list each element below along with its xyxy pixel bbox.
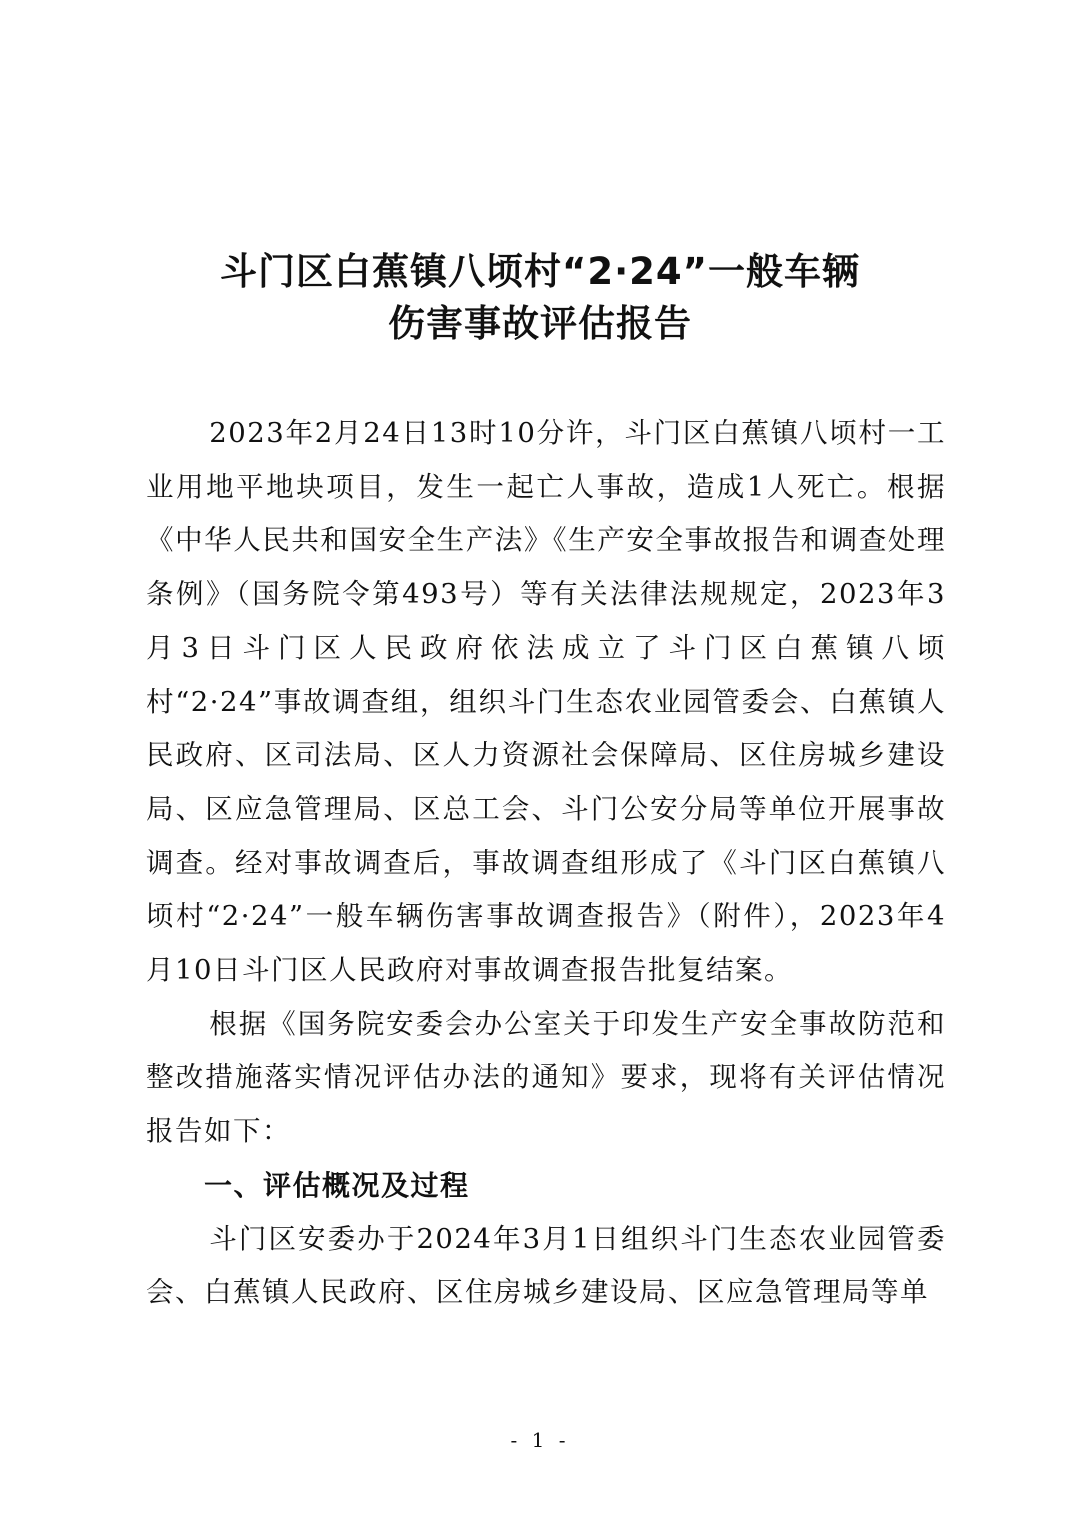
page-number: - 1 -: [510, 1428, 570, 1452]
section-heading-evaluation-overview: 一、评估概况及过程: [204, 1168, 470, 1202]
document-title-line-1: 斗门区白蕉镇八顷村“2·24”一般车辆: [220, 250, 860, 293]
document-body: [146, 407, 946, 1320]
document-title-line-2: 伤害事故评估报告: [388, 302, 692, 345]
paragraph-report-basis: 根据《国务院安委会办公室关于印发生产安全事故防范和整改措施落实情况评估办法的通知》要求，现将有关评估情况报告如下：: [146, 1007, 946, 1148]
paragraph-incident-summary: 2023年2月24日13时10分许，斗门区白蕉镇八顷村一工业用地平地块项目，发生一起亡人事故，造成1人死亡。根据《中华人民共和国安全生产法》《生产安全事故报告和调查处理条例》（国务院令第493号）等有关法律法规规定，2023年3月3日斗门区人民政府依法成立了斗门区白蕉镇八顷村“2·24”事故调查组，组织斗门生态农业园管委会、白蕉镇人民政府、区司法局、区人力资源社会保障局、区住房城乡建设局、区应急管理局、区总工会、斗门公安分局等单位开展事故调查。经对事故调查后，事故调查组形成了《斗门区白蕉镇八顷村“2·24”一般车辆伤害事故调查报告》（附件），2023年4月10日斗门区人民政府对事故调查报告批复结案。: [146, 417, 946, 987]
paragraph-evaluation-process: 斗门区安委办于2024年3月1日组织斗门生态农业园管委会、白蕉镇人民政府、区住房城乡建设局、区应急管理局等单: [146, 1222, 946, 1309]
